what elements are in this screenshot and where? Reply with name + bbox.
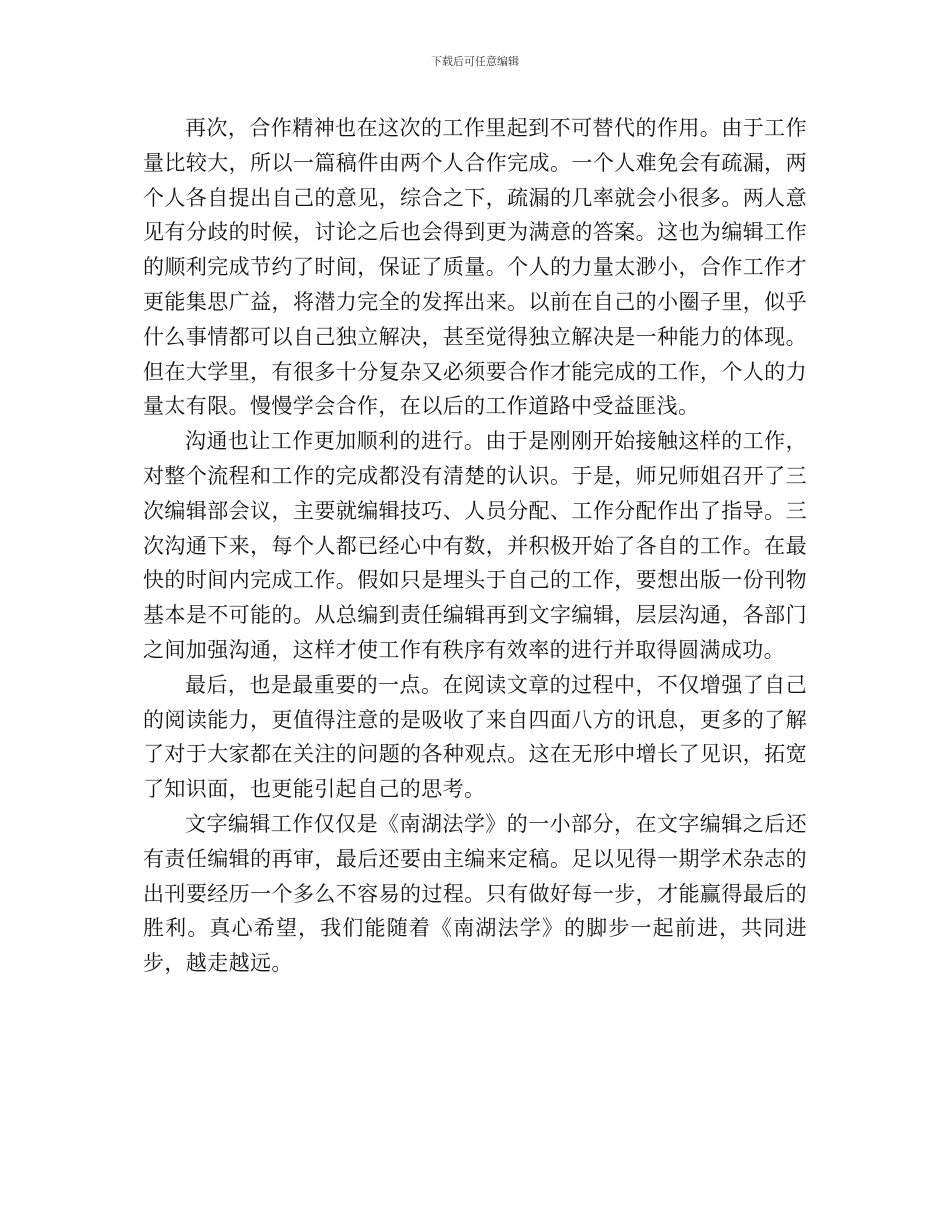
- paragraph-reading: 最后，也是最重要的一点。在阅读文章的过程中，不仅增强了自己的阅读能力，更值得注意的是吸收了来自四面八方的讯息，更多的了解了对于大家都在关注的问题的各种观点。这在无形中增长了见识，拓宽了知识面，也更能引起自己的思考。: [143, 672, 807, 802]
- page-header-note: 下载后可任意编辑: [431, 55, 519, 68]
- document-body: [143, 111, 807, 981]
- paragraph-communication: 沟通也让工作更加顺利的进行。由于是刚刚开始接触这样的工作，对整个流程和工作的完成都没有清楚的认识。于是，师兄师姐召开了三次编辑部会议，主要就编辑技巧、人员分配、工作分配作出了指导。三次沟通下来，每个人都已经心中有数，并积极开始了各自的工作。在最快的时间内完成工作。假如只是埋头于自己的工作，要想出版一份刊物基本是不可能的。从总编到责任编辑再到文字编辑，层层沟通，各部门之间加强沟通，这样才使工作有秩序有效率的进行并取得圆满成功。: [143, 429, 807, 662]
- paragraph-cooperation: 再次，合作精神也在这次的工作里起到不可替代的作用。由于工作量比较大，所以一篇稿件由两个人合作完成。一个人难免会有疏漏，两个人各自提出自己的意见，综合之下，疏漏的几率就会小很多。两人意见有分歧的时候，讨论之后也会得到更为满意的答案。这也为编辑工作的顺利完成节约了时间，保证了质量。个人的力量太渺小，合作工作才更能集思广益，将潜力完全的发挥出来。以前在自己的小圈子里，似乎什么事情都可以自己独立解决，甚至觉得独立解决是一种能力的体现。但在大学里，有很多十分复杂又必须要合作才能完成的工作，个人的力量太有限。慢慢学会合作，在以后的工作道路中受益匪浅。: [143, 116, 807, 419]
- paragraph-conclusion: 文字编辑工作仅仅是《南湖法学》的一小部分，在文字编辑之后还有责任编辑的再审，最后还要由主编来定稿。足以见得一期学术杂志的出刊要经历一个多么不容易的过程。只有做好每一步，才能赢得最后的胜利。真心希望，我们能随着《南湖法学》的脚步一起前进，共同进步，越走越远。: [143, 811, 807, 976]
